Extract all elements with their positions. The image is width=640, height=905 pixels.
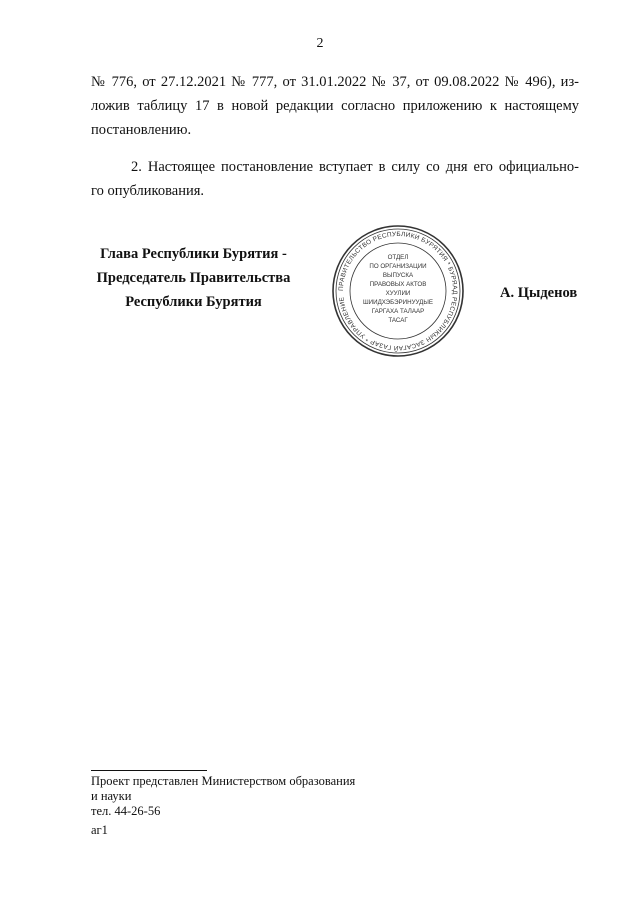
footer-line: тел. 44-26-56 — [91, 804, 161, 818]
footer-line: Проект представлен Министерством образования — [91, 774, 356, 788]
seal-line: ПО ОРГАНИЗАЦИИ — [369, 263, 427, 270]
seal-line: ХУУЛИИ — [385, 290, 411, 297]
seal-line: ШИИДХЭБЭРИНУУДЫЕ — [363, 299, 433, 306]
paragraph-effective-date — [91, 155, 579, 203]
signatory-title-line: Глава Республики Бурятия - — [100, 246, 287, 262]
signatory-title-line: Председатель Правительства — [96, 270, 291, 286]
text-line: го опубликования. — [91, 183, 205, 199]
signatory-title — [91, 242, 296, 314]
text-line: № 776, от 27.12.2021 № 777, от 31.01.2022 № 37, от 09.08.2022 № 496), из- — [91, 74, 579, 90]
signatory-name: А. Цыденов — [500, 285, 578, 301]
text-line: ложив таблицу 17 в новой редакции согласно приложению к настоящему — [91, 98, 579, 114]
seal-line: ТАСАГ — [388, 317, 408, 324]
footer-note — [91, 774, 355, 819]
signatory-title-line: Республики Бурятия — [125, 294, 262, 310]
paragraph-continuation — [91, 70, 579, 142]
seal-ring-text-path: ПРАВИТЕЛЬСТВО РЕСПУБЛИКИ БУРЯТИЯ * БУРЯАД РЕСПУБЛИКЫН ЗАСАГАЙ ГАЗАР * УПРАВЛЕНИЕ — [337, 230, 459, 352]
page-number: 2 — [316, 36, 324, 51]
text-line: постановлению. — [91, 122, 192, 138]
footer-divider — [91, 770, 207, 771]
seal-line: ВЫПУСКА — [382, 272, 414, 279]
seal-line: ПРАВОВЫХ АКТОВ — [369, 281, 427, 288]
document-code: аг1 — [91, 823, 108, 837]
official-seal — [331, 224, 465, 358]
seal-line: ГАРГАХА ТАЛААР — [371, 308, 425, 315]
footer-line: и науки — [91, 789, 132, 803]
seal-line: ОТДЕЛ — [387, 254, 409, 261]
seal-center-text — [363, 254, 433, 324]
text-line: 2. Настоящее постановление вступает в силу со дня его официально- — [131, 159, 579, 175]
